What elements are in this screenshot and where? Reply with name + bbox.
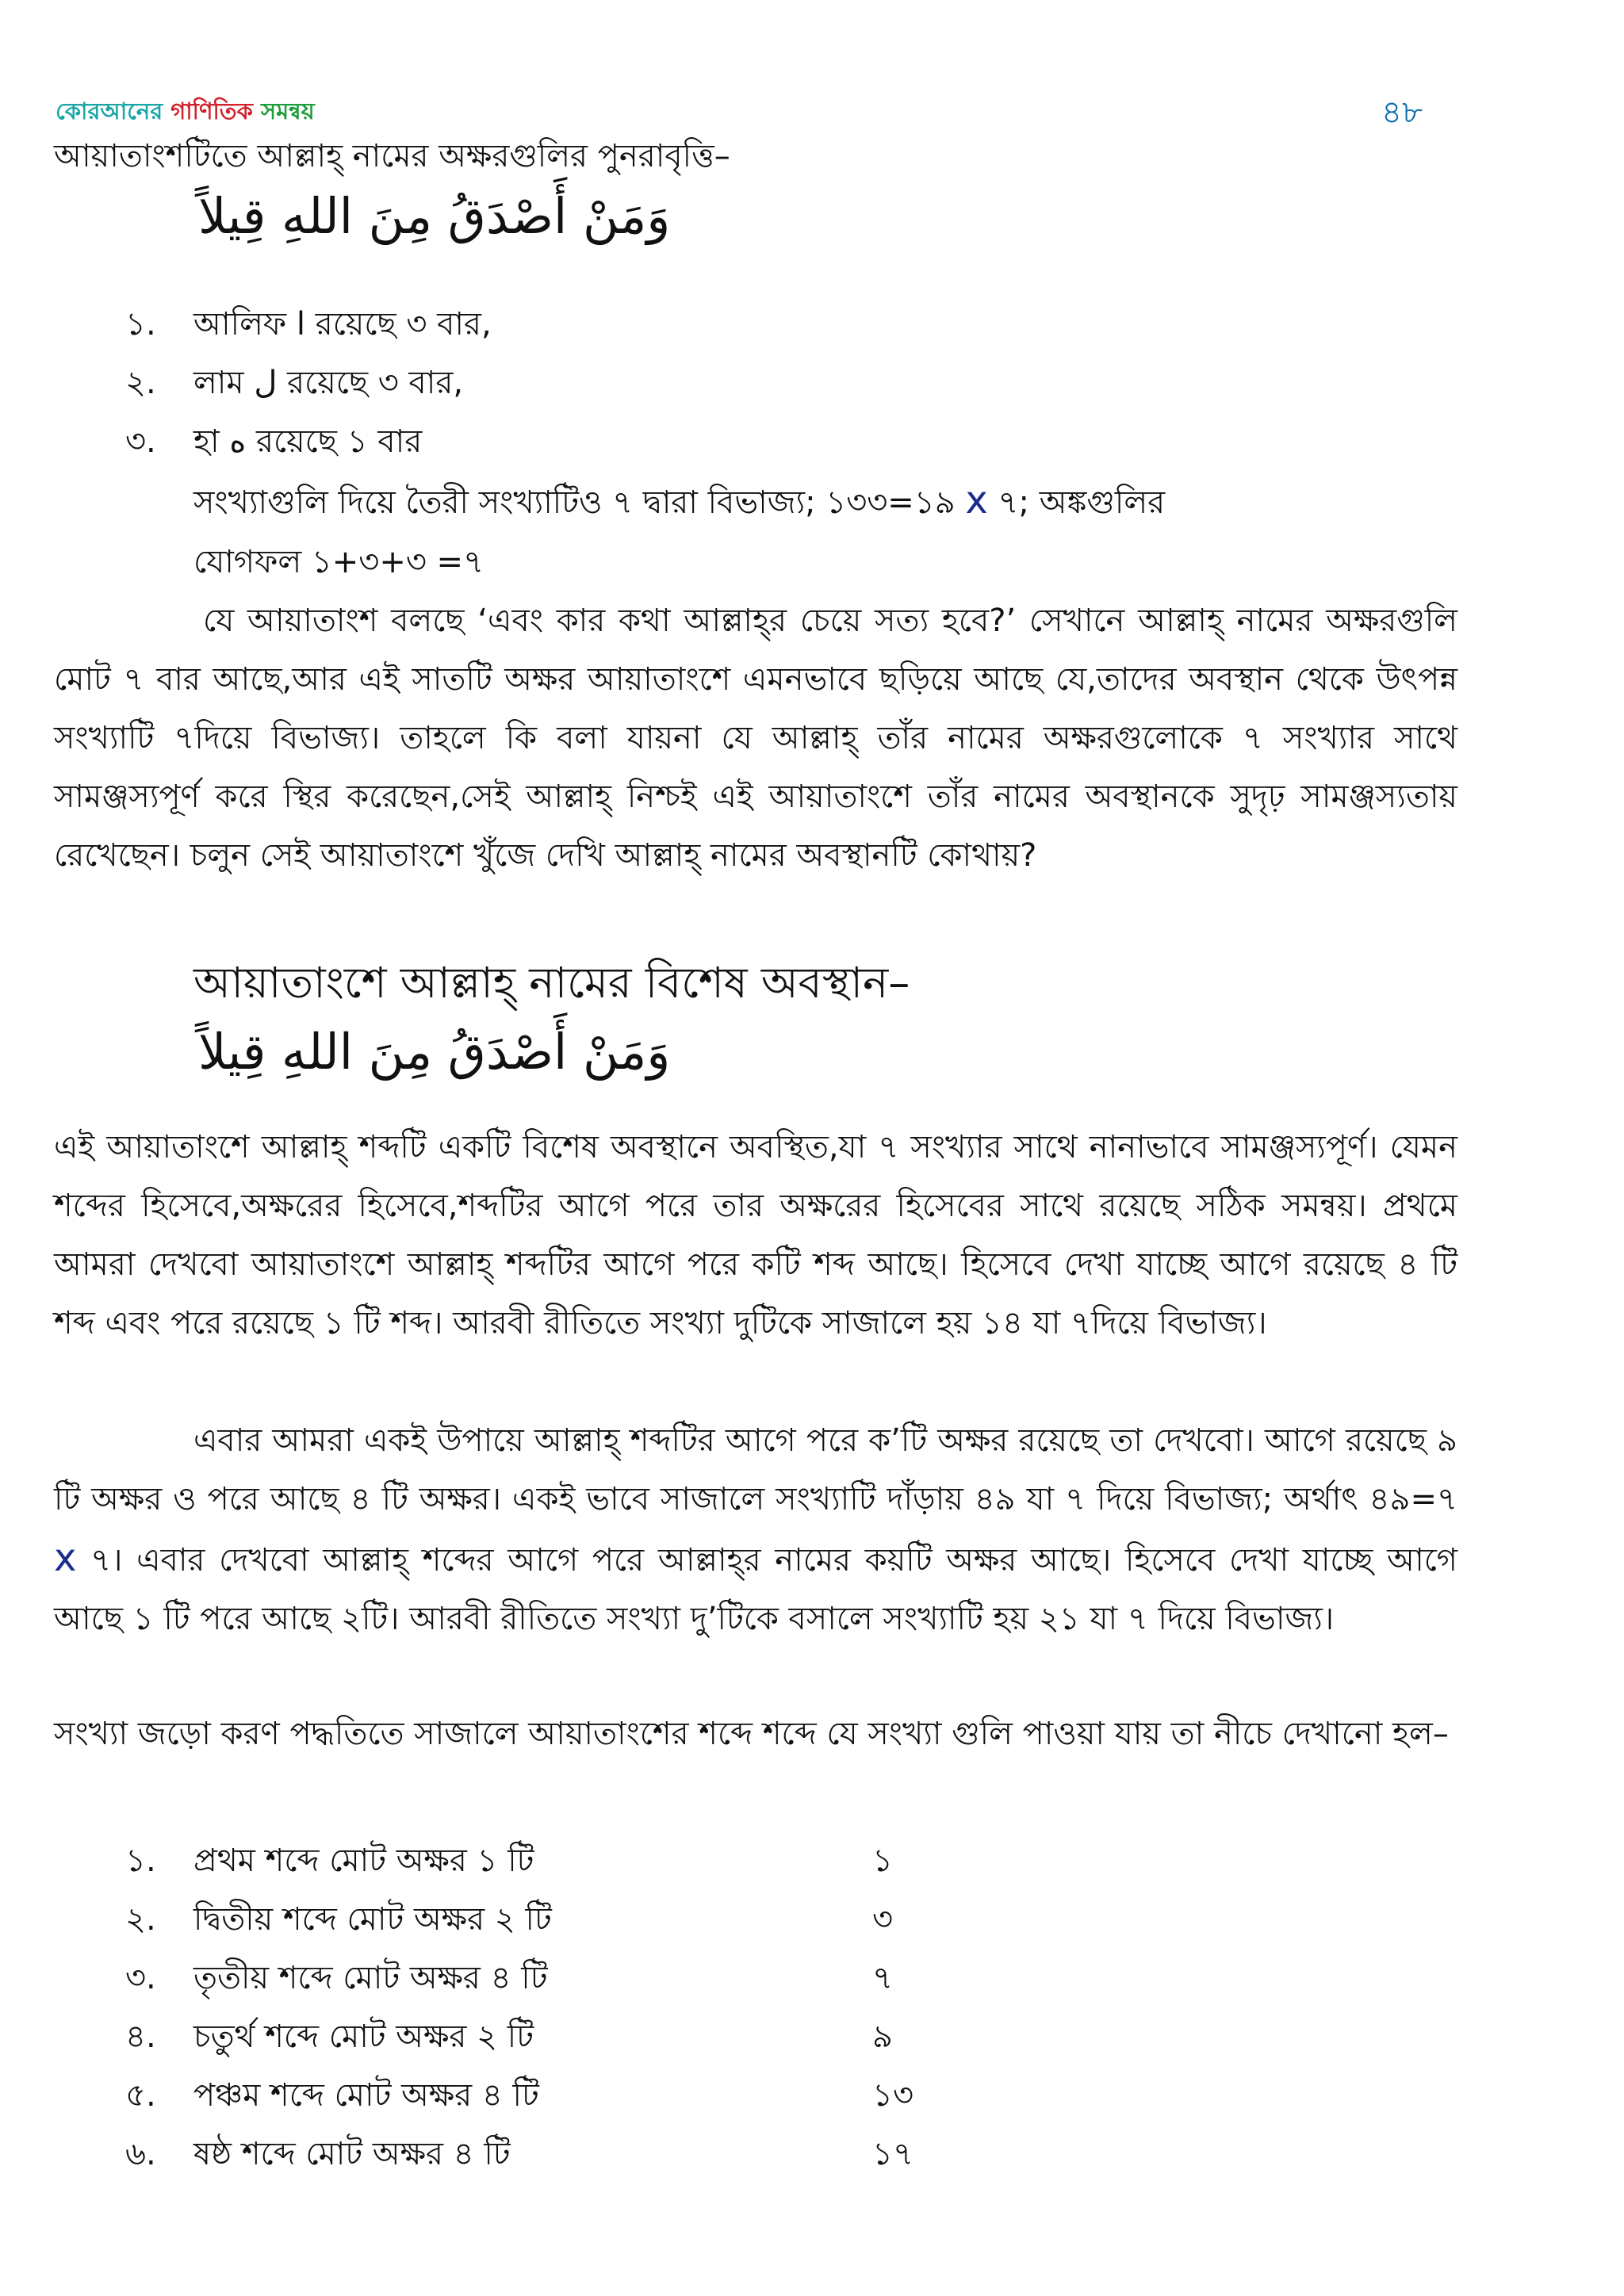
table-row <box>0 1949 1427 2007</box>
table-row <box>0 1831 1427 1890</box>
header-title-part3: সমন্বয় <box>260 98 315 124</box>
row-description: চতুর্থ শব্দে মোট অক্ষর ২ টি <box>193 2019 534 2055</box>
row-number: ২. <box>125 1901 156 1938</box>
para1-part-b: ৭; অঙ্কগুলির <box>998 484 1166 521</box>
row-cumulative-value: ৭ <box>872 1960 894 1996</box>
page-number: ৪৮ <box>1381 94 1423 131</box>
paragraph-explanation: যে আয়াতাংশ বলছে ‘এবং কার কথা আল্লাহ্‌র চেয়ে সত্য হবে?’ সেখানে আল্লাহ্ নামের অক্ষরগুলি মোট ৭ বার আছে,আর এই সাতটি অক্ষর আয়াতাংশে এমনভাবে ছড়িয়ে আছে যে,তাদের অবস্থান থেকে উৎপন্ন সংখ্যাটি ৭দিয়ে বিভাজ্য। তাহলে কি বলা যায়না যে আল্লাহ্ তাঁর নামের অক্ষরগুলোকে ৭ সংখ্যার সাথে সামঞ্জস্যপূর্ণ করে স্থির করেছেন,সেই আল্লাহ্ নিশ্চই এই আয়াতাংশে তাঁর নামের অবস্থানকে সুদৃঢ় সামঞ্জস্যতায় রেখেছেন। চলুন সেই আয়াতাংশে খুঁজে দেখি আল্লাহ্ নামের অবস্থানটি কোথায়? <box>54 603 1457 874</box>
table-row <box>0 2125 1427 2183</box>
row-description: দ্বিতীয় শব্দে মোট অক্ষর ২ টি <box>193 1901 552 1938</box>
row-description: পঞ্চম শব্দে মোট অক্ষর ৪ টি <box>193 2077 539 2114</box>
row-description: প্রথম শব্দে মোট অক্ষর ১ টি <box>193 1843 534 1879</box>
header-title-part2: গাণিতিক <box>170 98 261 124</box>
times-sign-2: x <box>54 1536 77 1580</box>
para1-line2: যোগফল ১+৩+৩ =৭ <box>193 544 485 580</box>
row-number: ১. <box>125 1843 156 1879</box>
section-heading: আয়াতাংশে আল্লাহ্ নামের বিশেষ অবস্থান– <box>193 958 910 1008</box>
letter-count-number: ২. <box>125 365 156 401</box>
para1-part-a: সংখ্যাগুলি দিয়ে তৈরী সংখ্যাটিও ৭ দ্বারা বিভাজ্য; ১৩৩=১৯ <box>193 484 956 521</box>
table-row <box>0 1890 1427 1949</box>
table-row <box>0 2007 1427 2066</box>
paragraph-cumulative: সংখ্যা জড়ো করণ পদ্ধতিতে সাজালে আয়াতাংশের শব্দে শব্দে যে সংখ্যা গুলি পাওয়া যায় তা নীচে দেখানো হল– <box>54 1716 1449 1752</box>
row-number: ৪. <box>125 2019 156 2055</box>
letter-count-text: হা ه রয়েছে ১ বার <box>193 423 423 460</box>
para4-part-b: ৭। এবার দেখবো আল্লাহ্ শব্দের আগে পরে আল্লাহ্‌র নামের কয়টি অক্ষর আছে। হিসেবে দেখা যাচ্ছে আগে আছে ১ টি পরে আছে ২টি। আরবী রীতিতে সংখ্যা দু’টিকে বসালে সংখ্যাটি হয় ২১ যা ৭ দিয়ে বিভাজ্য। <box>54 1542 1458 1637</box>
row-number: ৩. <box>125 1960 156 1996</box>
table-row <box>0 2066 1427 2125</box>
row-cumulative-value: ৯ <box>872 2019 893 2055</box>
letter-count-number: ১. <box>125 306 156 342</box>
letter-count-text: লাম ل রয়েছে ৩ বার, <box>193 365 464 401</box>
letter-count-text: আলিফ ا রয়েছে ৩ বার, <box>193 306 492 342</box>
row-description: ষষ্ঠ শব্দে মোট অক্ষর ৪ টি <box>193 2136 511 2172</box>
paragraph-word-position: এই আয়াতাংশে আল্লাহ্ শব্দটি একটি বিশেষ অবস্থানে অবস্থিত,যা ৭ সংখ্যার সাথে নানাভাবে সামঞ্জস্যপূর্ণ। যেমন শব্দের হিসেবে,অক্ষরের হিসেবে,শব্দটির আগে পরে তার অক্ষরের হিসেবের সাথে রয়েছে সঠিক সমন্বয়। প্রথমে আমরা দেখবো আয়াতাংশে আল্লাহ্ শব্দটির আগে পরে কটি শব্দ আছে। হিসেবে দেখা যাচ্ছে আগে রয়েছে ৪ টি শব্দ এবং পরে রয়েছে ১ টি শব্দ। আরবী রীতিতে সংখ্যা দুটিকে সাজালে হয় ১৪ যা ৭দিয়ে বিভাজ্য। <box>54 1129 1457 1341</box>
letter-count-number: ৩. <box>125 423 156 460</box>
paragraph-letter-position <box>54 1411 1457 1648</box>
row-description: তৃতীয় শব্দে মোট অক্ষর ৪ টি <box>193 1960 548 1996</box>
intro-line: আয়াতাংশটিতে আল্লাহ্ নামের অক্ষরগুলির পুনরাবৃত্তি– <box>54 138 730 174</box>
paragraph-digit-sum <box>193 471 1457 532</box>
row-cumulative-value: ৩ <box>872 1901 894 1938</box>
row-cumulative-value: ১৭ <box>872 2136 914 2172</box>
row-cumulative-value: ১৩ <box>872 2077 914 2114</box>
header-title-part1: কোরআনের <box>56 98 171 124</box>
times-sign: x <box>965 478 988 522</box>
row-number: ৫. <box>125 2077 156 2114</box>
row-cumulative-value: ১ <box>872 1843 893 1879</box>
arabic-verse: وَمَنْ أَصْدَقُ مِنَ اللهِ قِيلاً <box>198 187 671 245</box>
row-number: ৬. <box>125 2136 156 2172</box>
para4-part-a: এবার আমরা একই উপায়ে আল্লাহ্ শব্দটির আগে পরে ক’টি অক্ষর রয়েছে তা দেখবো। আগে রয়েছে ৯ টি অক্ষর ও পরে আছে ৪ টি অক্ষর। একই ভাবে সাজালে সংখ্যাটি দাঁড়ায় ৪৯ যা ৭ দিয়ে বিভাজ্য; অর্থাৎ ৪৯=৭ <box>54 1422 1457 1517</box>
arabic-verse-repeat: وَمَنْ أَصْدَقُ مِنَ اللهِ قِيلاً <box>198 1023 671 1081</box>
